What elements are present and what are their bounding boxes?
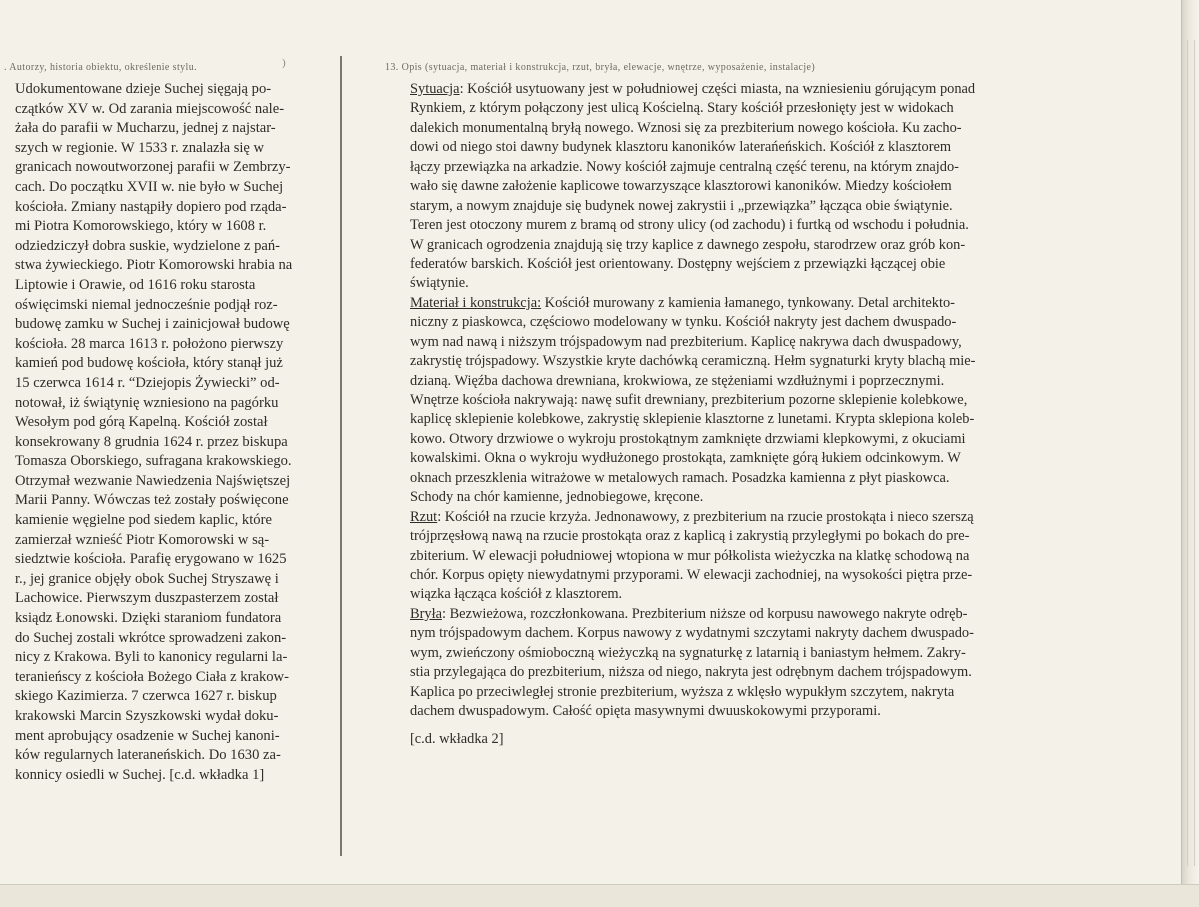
- history-text-line: kościoła. Zmiany nastąpiły dopiero pod rząda-: [15, 198, 287, 215]
- history-text-line: krakowski Marcin Szyszkowski wydał doku-: [15, 708, 279, 724]
- history-text-line: ków regularnych lateraneńskich. Do 1630 za-: [15, 747, 281, 764]
- history-text-line: teranieńscy z kościoła Bożego Ciała z krakow-: [15, 668, 289, 685]
- page-bottom-edge: [0, 884, 1199, 907]
- history-text-line: budowę zamku w Suchej i zainicjował budowę: [15, 316, 290, 333]
- history-text-line: konsekrowany 8 grudnia 1624 r. przez biskupa: [15, 433, 288, 450]
- section-material: Materiał i konstrukcja: Kościół murowany z kamienia łamanego, tynkowany. Detal architekto- niczny z piaskowca, częściowo modelowany w tynku. Kościół nakryty jest dachem dwuspado- wym nad nawą i niższym trójspadowym nad prezbiterium. Kaplicę nakrywa dach dwuspadowy, zakrystię trójspadowy. Wszystkie kryte dachówką ceramiczną. Hełm sygnaturki kryty blachą mie- dzianą. Więźba dachowa drewniana, krokwiowa, ze stężeniami wzdłużnymi i poprzecznymi. Wnętrze kościoła nakrywają: nawę sufit drewniany, prezbiterium pozorne sklepienie kolebkowe, kaplicę sklepienie kolebkowe, zakrystię sklepienie klasztorne z lunetami. Krypta sklepiona koleb- kowo. Otwory drzwiowe o wykroju prostokątnym zamknięte drzwiami klepkowymi, z okuciami kowalskimi. Okna o wykroju wydłużonego prostokąta, zamknięte górą łukiem odcinkowym. W oknach przeszklenia witrażowe w metalowych ramach. Posadzka kamienna z płyt piaskowca. Schody na chór kamienne, jednobiegowe, kręcone.: [410, 294, 976, 506]
- section-sytuacja: Sytuacja: Kościół usytuowany jest w południowej części miasta, na wzniesieniu górującym ponad Rynkiem, z którym połączony jest ulicą Kościelną. Stary kościół przesłonięty jest w widokach dalekich monumentalną bryłą nowego. Wznosi się za prezbiterium nowego kościoła. Ku zacho- dowi od niego stoi dawny budynek klasztoru kanoników laterańeńskich. Kościół z klasztorem łączy przewiązka na arkadzie. Nowy kościół zajmuje centralną część terenu, na którym znajdo- wało się dawne założenie kaplicowe towarzyszące klasztorowi kanoników. Miedzy kościołem starym, a nowym znajduje się budynek nowej zakrystii i „przewiązka” łącząca obie świątynie. Teren jest otoczony murem z bramą od strony ulicy (od zachodu) i furtką od wschodu i południa. W granicach ogrodzenia znajdują się trzy kaplice z dawnego zespołu, starodrzew oraz grób kon- federatów barskich. Kościół jest orientowany. Dostępny wejściem z przewiązki łączącej obie świątynie.: [410, 81, 976, 292]
- history-text-line: kościoła. 28 marca 1613 r. położono pierwszy: [15, 335, 284, 352]
- history-text-line: konnicy osiedli w Suchej. [c.d. wkładka 1]: [15, 766, 265, 783]
- history-text-line: skiego Kazimierza. 7 czerwca 1627 r. biskup: [15, 688, 277, 705]
- history-text-line: Otrzymał wezwanie Nawiedzenia Najświętszej: [15, 472, 291, 489]
- history-text-line: odziedziczył dobra suskie, wydzielone z pań-: [15, 237, 281, 254]
- history-text-line: cach. Do początku XVII w. nie było w Suchej: [15, 178, 284, 195]
- history-text-line: kamienie węgielne pod siedem kaplic, które: [15, 512, 272, 529]
- history-text-line: r., jej granice objęły obok Suchej Stryszawę i: [15, 570, 279, 587]
- left-column-header: . Autorzy, historia obiektu, określenie stylu.: [4, 62, 197, 73]
- history-text-line: oświęcimski niemal jednocześnie podjął roz-: [15, 296, 278, 313]
- right-column-header: 13. Opis (sytuacja, materiał i konstrukcja, rzut, bryła, elewacje, wnętrze, wyposażenie, instalacje): [385, 62, 816, 73]
- history-text-line: Wesołym pod górą Kapelną. Kościół został: [15, 414, 268, 431]
- history-text-line: do Suchej zostali wkrótce sprowadzeni zakon-: [15, 629, 287, 646]
- history-text-line: 15 czerwca 1614 r. “Dziejopis Żywiecki” od-: [15, 374, 280, 391]
- section-heading-sytuacja: Sytuacja: [410, 81, 460, 97]
- fold-stripe: [1187, 40, 1195, 866]
- history-text-line: żała do parafii w Mucharzu, jednej z najstar-: [15, 120, 276, 137]
- description-text-column: [410, 80, 1180, 750]
- history-text-line: siedztwie kościoła. Parafię erygowano w 1625: [15, 551, 287, 568]
- history-text-line: zamierzał wznieść Piotr Komorowski w są-: [15, 531, 270, 548]
- history-text-line: czątków XV w. Od zarania miejscowość nale-: [15, 100, 285, 117]
- continuation-note: [c.d. wkładka 2]: [410, 731, 504, 748]
- history-text-line: Marii Panny. Wówczas też zostały poświęcone: [15, 492, 289, 509]
- history-text-line: Udokumentowane dzieje Suchej sięgają po-: [15, 81, 272, 97]
- history-text-line: szych w regionie. W 1533 r. znalazła się w: [15, 139, 265, 156]
- history-text-line: Lachowice. Pierwszym duszpasterzem został: [15, 590, 279, 607]
- history-text-line: Liptowie i Orawie, od 1616 roku starosta: [15, 276, 256, 293]
- history-text-line: Tomasza Oborskiego, sufragana krakowskiego.: [15, 453, 292, 470]
- history-text-line: kamień pod budowę kościoła, który stanął już: [15, 355, 283, 372]
- history-text-line: notował, iż świątynię wzniesiono na pagórku: [15, 394, 279, 411]
- section-heading-rzut: Rzut: [410, 508, 438, 525]
- section-bryla: Bryła: Bezwieżowa, rozczłonkowana. Prezbiterium niższe od korpusu nawowego nakryte odręb- nym trójspadowym dachem. Korpus nawowy z wydatnymi szczytami nakryty dachem dwuspado- wym, zwieńczony ośmioboczną wieżyczką na sygnaturkę z latarnią i baniastym hełmem. Zakry- stia przylegająca do prezbiterium, niższa od niego, nakryta jest odrębnym dachem trójspadowym. Kaplica po przeciwległej stronie prezbiterium, wyższa z wklęsło wypukłym szczytem, nakryta dachem dwuspadowym. Całość opięta masywnymi dwuuskokowymi przyporami.: [410, 605, 974, 719]
- margin-mark: ): [282, 57, 286, 69]
- history-text-line: granicach nowoutworzonej parafii w Zembrzy-: [15, 159, 291, 176]
- section-heading-bryla: Bryła: [410, 605, 442, 622]
- history-text-column: [15, 80, 360, 785]
- history-text-line: ment aprobujący osadzenie w Suchej kanoni-: [15, 727, 280, 744]
- history-text-line: stwa żywieckiego. Piotr Komorowski hrabia na: [15, 257, 293, 274]
- history-text-line: ksiądz Łonowski. Dzięki staraniom fundatora: [15, 610, 282, 627]
- history-text-line: nicy z Krakowa. Byli to kanonicy regularni la-: [15, 649, 288, 666]
- section-rzut: Rzut: Kościół na rzucie krzyża. Jednonawowy, z prezbiterium na rzucie prostokąta i nieco szerszą trójprzęsłową nawą na rzucie prostokąta oraz z kaplicą i zakrystią przyległymi po bokach do pre- zbiterium. W elewacji południowej wtopiona w mur półkolista wieżyczka na klatkę schodową na chór. Korpus opięty niewydatnymi przyporami. W elewacji zachodniej, na wysokości piętra prze- wiązka łącząca kościół z klasztorem.: [410, 508, 974, 603]
- section-heading-material: Materiał i konstrukcja:: [410, 294, 542, 311]
- history-text-line: mi Piotra Komorowskiego, który w 1608 r.: [15, 218, 267, 235]
